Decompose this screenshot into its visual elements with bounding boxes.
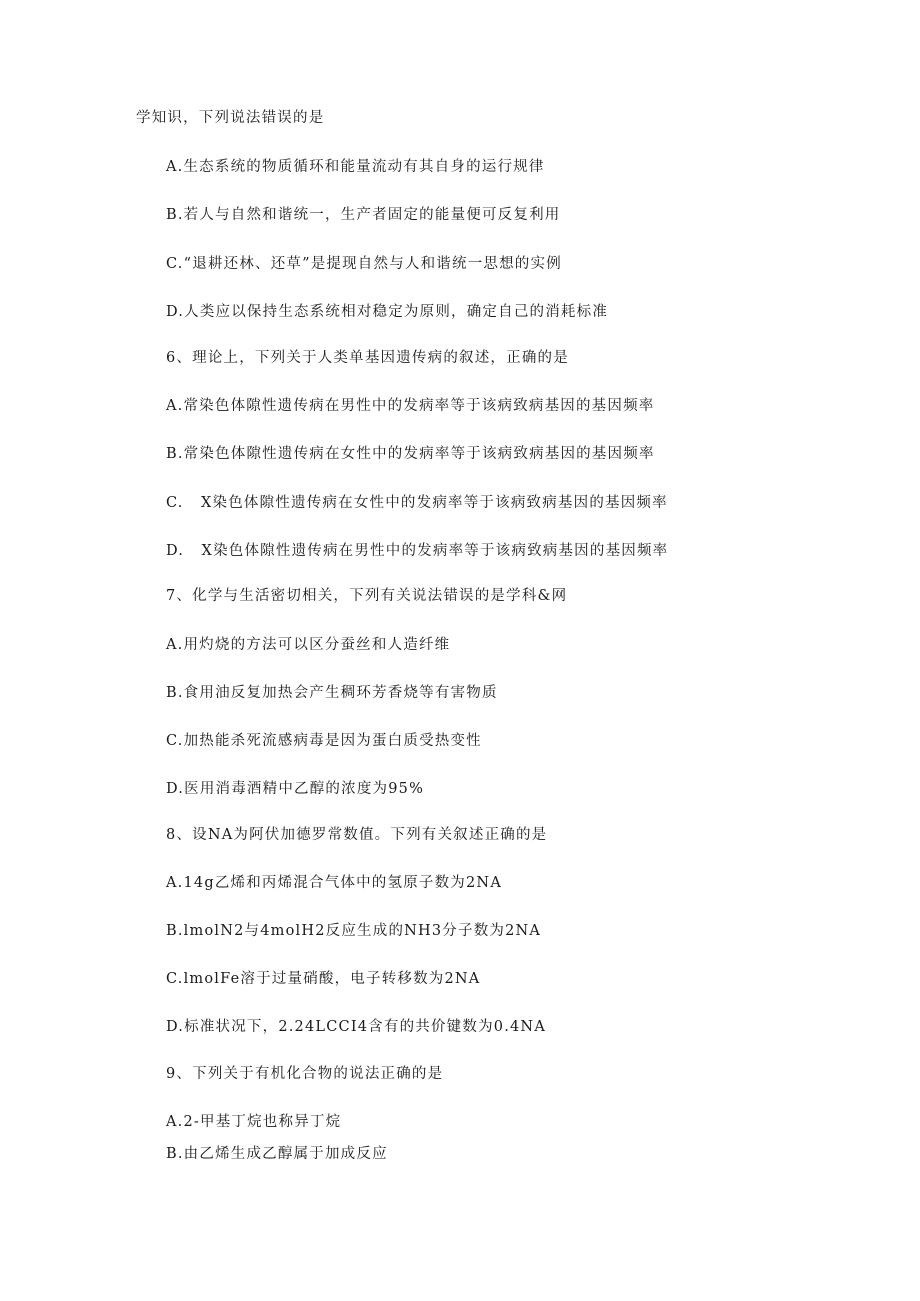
q7-option-a: A.用灼烧的方法可以区分蚕丝和人造纤维 (166, 637, 451, 653)
q7-option-b: B.食用油反复加热会产生稠环芳香烧等有害物质 (166, 685, 498, 701)
q5-option-b: B.若人与自然和谐统一，生产者固定的能量便可反复利用 (166, 207, 561, 223)
q6-option-c: C. X染色体隙性遗传病在女性中的发病率等于该病致病基因的基因频率 (166, 495, 668, 511)
q5-option-c: C.“退耕还林、还草”是提现自然与人和谐统一思想的实例 (166, 256, 562, 272)
q8-option-a: A.14g乙烯和丙烯混合气体中的氢原子数为2NA (166, 875, 502, 891)
q9-option-a: A.2-甲基丁烷也称异丁烷 (166, 1114, 342, 1130)
q8-option-b: B.lmolN2与4molH2反应生成的NH3分子数为2NA (166, 923, 542, 939)
question-6-stem: 6、理论上，下列关于人类单基因遗传病的叙述，正确的是 (166, 350, 569, 366)
q8-option-d: D.标准状况下，2.24LCCI4含有的共价键数为0.4NA (166, 1019, 546, 1035)
question-9-stem: 9、下列关于有机化合物的说法正确的是 (166, 1066, 444, 1082)
q7-option-c: C.加热能杀死流感病毒是因为蛋白质受热变性 (166, 733, 482, 749)
q6-option-d: D. X染色体隙性遗传病在男性中的发病率等于该病致病基因的基因频率 (166, 543, 669, 559)
q6-option-a: A.常染色体隙性遗传病在男性中的发病率等于该病致病基因的基因频率 (166, 398, 655, 414)
q5-option-d: D.人类应以保持生态系统相对稳定为原则，确定自己的消耗标准 (166, 304, 609, 320)
question-7-stem: 7、化学与生活密切相关，下列有关说法错误的是学科&网 (166, 588, 568, 604)
question-8-stem: 8、设NA为阿伏加德罗常数值。下列有关叙述正确的是 (166, 827, 548, 843)
q8-option-c: C.lmolFe溶于过量硝酸，电子转移数为2NA (166, 971, 481, 987)
q9-option-b: B.由乙烯生成乙醇属于加成反应 (166, 1146, 388, 1162)
q7-option-d: D.医用消毒酒精中乙醇的浓度为95% (166, 781, 425, 797)
q6-option-b: B.常染色体隙性遗传病在女性中的发病率等于该病致病基因的基因频率 (166, 446, 655, 462)
question-5-stem-continuation: 学知识，下列说法错误的是 (136, 110, 325, 126)
q5-option-a: A.生态系统的物质循环和能量流动有其自身的运行规律 (166, 159, 545, 175)
